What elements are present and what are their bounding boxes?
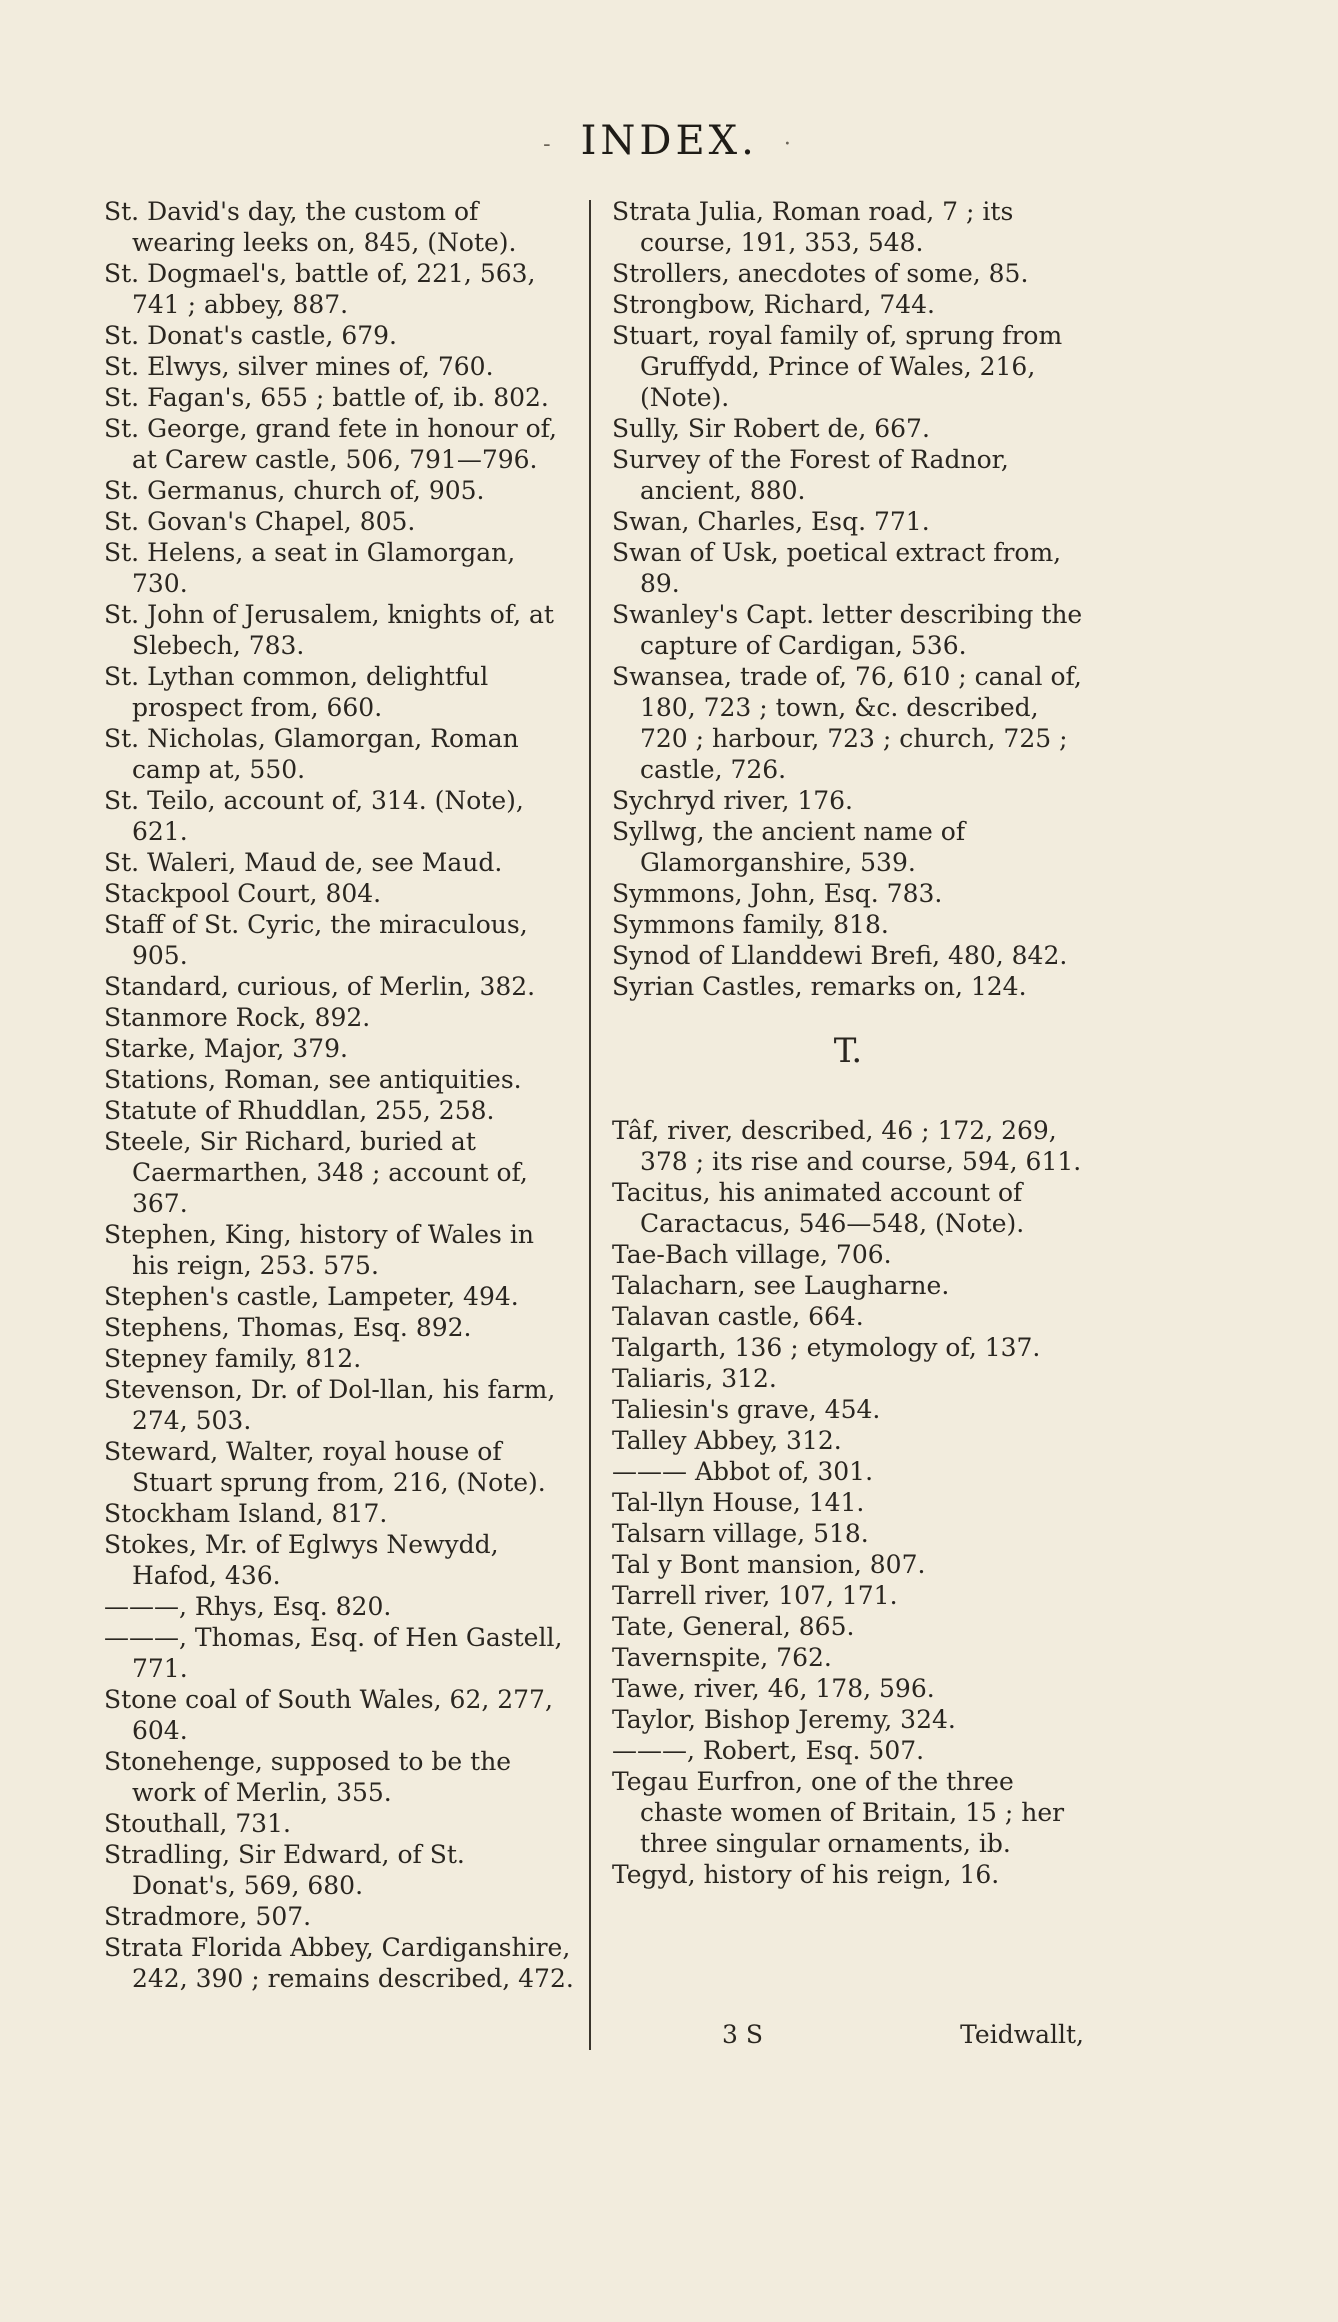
index-entry: St. Govan's Chapel, 805. [104, 507, 416, 536]
index-entry: Tae-Bach village, 706. [612, 1240, 892, 1269]
index-entry: Talgarth, 136 ; etymology of, 137. [612, 1333, 1041, 1362]
index-entry: Stackpool Court, 804. [104, 879, 382, 908]
index-entry: St. George, grand fete in honour of, at Carew castle, 506, 791—796. [104, 414, 557, 474]
section-heading-t: T. [833, 1031, 863, 1071]
index-entry: St. Nicholas, Glamorgan, Roman camp at, 550. [104, 724, 519, 784]
index-entry: Stanmore Rock, 892. [104, 1003, 371, 1032]
index-entry: Stonehenge, supposed to be the work of Merlin, 355. [104, 1747, 512, 1807]
index-entry: St. Waleri, Maud de, see Maud. [104, 848, 503, 877]
index-entry: Stradling, Sir Edward, of St. Donat's, 569, 680. [104, 1840, 465, 1900]
index-entry: Tal y Bont mansion, 807. [612, 1550, 926, 1579]
index-entry: St. Elwys, silver mines of, 760. [104, 352, 494, 381]
index-entry: Swan of Usk, poetical extract from, 89. [612, 538, 1062, 598]
index-entry: Talsarn village, 518. [612, 1519, 869, 1548]
index-entry: Swan, Charles, Esq. 771. [612, 507, 930, 536]
index-entry: Tawe, river, 46, 178, 596. [612, 1674, 935, 1703]
index-entry: Stone coal of South Wales, 62, 277, 604. [104, 1685, 553, 1745]
index-entry: Statute of Rhuddlan, 255, 258. [104, 1096, 495, 1125]
index-entry: Stevenson, Dr. of Dol-llan, his farm, 274, 503. [104, 1375, 556, 1435]
index-entry: St. David's day, the custom of wearing leeks on, 845, (Note). [104, 197, 517, 257]
index-entry: Stepney family, 812. [104, 1344, 362, 1373]
index-entry: St. Teilo, account of, 314. (Note), 621. [104, 786, 524, 846]
index-entry: Stephens, Thomas, Esq. 892. [104, 1313, 472, 1342]
index-entry: Stephen, King, history of Wales in his reign, 253. 575. [104, 1220, 534, 1280]
index-entry: Stokes, Mr. of Eglwys Newydd, Hafod, 436. [104, 1530, 499, 1590]
index-entry: Strata Florida Abbey, Cardiganshire, 242, 390 ; remains described, 472. [104, 1933, 574, 1993]
index-entry: St. Donat's castle, 679. [104, 321, 397, 350]
index-entry: ———, Rhys, Esq. 820. [104, 1592, 392, 1621]
index-entry: Swanley's Capt. letter describing the capture of Cardigan, 536. [612, 600, 1083, 660]
column-divider [589, 200, 591, 2050]
index-entry: Standard, curious, of Merlin, 382. [104, 972, 536, 1001]
index-entry: Staff of St. Cyric, the miraculous, 905. [104, 910, 528, 970]
index-entry: Tal-llyn House, 141. [612, 1488, 865, 1517]
right-column [612, 196, 1084, 1890]
page-header [0, 118, 1338, 164]
index-entry: Survey of the Forest of Radnor, ancient, 880. [612, 445, 1009, 505]
index-entry: Stradmore, 507. [104, 1902, 312, 1931]
ornament-dot-right: · [783, 131, 795, 157]
index-entry: Tâf, river, described, 46 ; 172, 269, 378 ; its rise and course, 594, 611. [612, 1116, 1082, 1176]
index-entry: Steward, Walter, royal house of Stuart sprung from, 216, (Note). [104, 1437, 546, 1497]
index-entry: Strata Julia, Roman road, 7 ; its course, 191, 353, 548. [612, 197, 1014, 257]
index-entry: Stephen's castle, Lampeter, 494. [104, 1282, 519, 1311]
index-entry: Sychryd river, 176. [612, 786, 854, 815]
index-entry: ———, Thomas, Esq. of Hen Gastell, 771. [104, 1623, 563, 1683]
index-entry: Steele, Sir Richard, buried at Caermarthen, 348 ; account of, 367. [104, 1127, 528, 1218]
index-entry: St. Helens, a seat in Glamorgan, 730. [104, 538, 516, 598]
index-entry: Taliesin's grave, 454. [612, 1395, 881, 1424]
catchword: Teidwallt, [960, 2020, 1084, 2049]
index-entry: St. John of Jerusalem, knights of, at Slebech, 783. [104, 600, 554, 660]
ornament-dot-left: - [543, 131, 555, 157]
index-entry: Strollers, anecdotes of some, 85. [612, 259, 1029, 288]
index-entry: St. Dogmael's, battle of, 221, 563, 741 ; abbey, 887. [104, 259, 536, 319]
index-entry: Strongbow, Richard, 744. [612, 290, 935, 319]
index-entry: Tarrell river, 107, 171. [612, 1581, 898, 1610]
index-entry: Starke, Major, 379. [104, 1034, 348, 1063]
index-entry: St. Lythan common, delightful prospect from, 660. [104, 662, 489, 722]
index-entry: ———, Robert, Esq. 507. [612, 1736, 925, 1765]
index-entry: Talavan castle, 664. [612, 1302, 864, 1331]
index-entry: Stuart, royal family of, sprung from Gruffydd, Prince of Wales, 216, (Note). [612, 321, 1063, 412]
index-entry: Taliaris, 312. [612, 1364, 777, 1393]
index-entry: Syrian Castles, remarks on, 124. [612, 972, 1027, 1001]
index-entry: Stouthall, 731. [104, 1809, 291, 1838]
index-entry: ——— Abbot of, 301. [612, 1457, 874, 1486]
index-entry: Stations, Roman, see antiquities. [104, 1065, 522, 1094]
index-entry: Synod of Llanddewi Brefi, 480, 842. [612, 941, 1068, 970]
index-entry: Tegyd, history of his reign, 16. [612, 1860, 1000, 1889]
index-entry: Symmons, John, Esq. 783. [612, 879, 943, 908]
index-entry: Tate, General, 865. [612, 1612, 855, 1641]
signature-mark: 3 S [722, 2020, 763, 2049]
index-entry: Talacharn, see Laugharne. [612, 1271, 950, 1300]
index-entry: Tacitus, his animated account of Caractacus, 546—548, (Note). [612, 1178, 1025, 1238]
index-entry: Tavernspite, 762. [612, 1643, 832, 1672]
index-entry: Stockham Island, 817. [104, 1499, 388, 1528]
left-column [104, 196, 574, 1994]
index-entry: Swansea, trade of, 76, 610 ; canal of, 180, 723 ; town, &c. described, 720 ; harbour, 723 ; church, 725 ; castle, 726. [612, 662, 1082, 784]
index-entry: Symmons family, 818. [612, 910, 889, 939]
index-entry: St. Fagan's, 655 ; battle of, ib. 802. [104, 383, 549, 412]
index-entry: Syllwg, the ancient name of Glamorganshire, 539. [612, 817, 966, 877]
index-entry: Sully, Sir Robert de, 667. [612, 414, 930, 443]
index-entry: St. Germanus, church of, 905. [104, 476, 485, 505]
index-entry: Tegau Eurfron, one of the three chaste women of Britain, 15 ; her three singular ornaments, ib. [612, 1767, 1065, 1858]
index-entry: Taylor, Bishop Jeremy, 324. [612, 1705, 956, 1734]
index-entry: Talley Abbey, 312. [612, 1426, 842, 1455]
page-title: INDEX. [580, 118, 758, 164]
